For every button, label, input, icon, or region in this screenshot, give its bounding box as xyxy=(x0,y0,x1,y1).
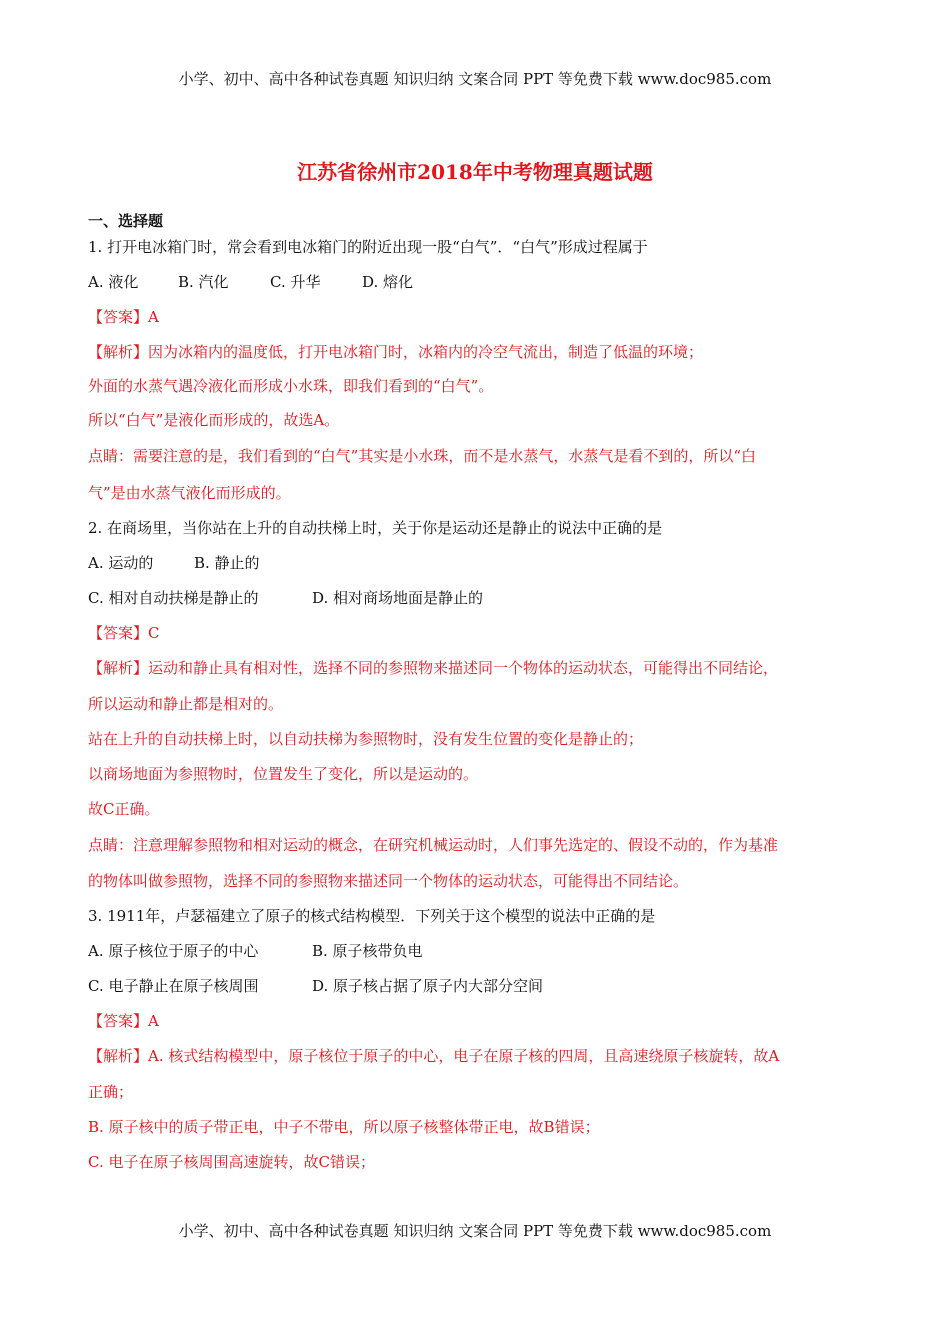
q2-analysis-line: 所以运动和静止都是相对的。 xyxy=(88,695,284,713)
q2-options-row1 xyxy=(88,552,868,587)
questions-content xyxy=(88,236,868,1186)
q2-analysis-line: 以商场地面为参照物时，位置发生了变化，所以是运动的。 xyxy=(88,765,479,783)
q3-options-row2 xyxy=(88,975,868,1010)
q1-note-line: 气”是由水蒸气液化而形成的。 xyxy=(88,484,291,502)
q1-option-a: A. 液化 xyxy=(88,273,139,291)
q2-stem: 2. 在商场里，当你站在上升的自动扶梯上时，关于你是运动还是静止的说法中正确的是 xyxy=(88,519,663,537)
q3-analysis-line: 【解析】A. 核式结构模型中，原子核位于原子的中心，电子在原子核的四周，且高速绕原子核旋转，故A xyxy=(88,1047,780,1065)
q1-note-line: 点睛：需要注意的是，我们看到的“白气”其实是小水珠，而不是水蒸气，水蒸气是看不到的，所以“白 xyxy=(88,447,757,465)
page-footer: 小学、初中、高中各种试卷真题 知识归纳 文案合同 PPT 等免费下载 www.doc985.com xyxy=(178,1222,772,1240)
q2-answer: 【答案】C xyxy=(88,624,160,642)
q3-analysis-line: C. 电子在原子核周围高速旋转，故C错误； xyxy=(88,1153,375,1171)
q1-option-c: C. 升华 xyxy=(270,273,321,291)
q2-analysis-line: 故C正确。 xyxy=(88,800,160,818)
q3-analysis-line: 正确； xyxy=(88,1083,134,1101)
q2-option-c: C. 相对自动扶梯是静止的 xyxy=(88,589,259,607)
q3-stem: 3. 1911年，卢瑟福建立了原子的核式结构模型．下列关于这个模型的说法中正确的是 xyxy=(88,907,656,925)
q2-note-line: 点睛：注意理解参照物和相对运动的概念，在研究机械运动时，人们事先选定的、假设不动的，作为基准 xyxy=(88,836,779,854)
q3-option-a: A. 原子核位于原子的中心 xyxy=(88,942,259,960)
q3-option-c: C. 电子静止在原子核周围 xyxy=(88,977,259,995)
q1-analysis-line: 外面的水蒸气遇冷液化而形成小水珠，即我们看到的“白气”。 xyxy=(88,377,494,395)
page-header: 小学、初中、高中各种试卷真题 知识归纳 文案合同 PPT 等免费下载 www.doc985.com xyxy=(178,70,772,88)
q1-option-d: D. 熔化 xyxy=(362,273,414,291)
q1-answer: 【答案】A xyxy=(88,308,159,326)
q3-answer: 【答案】A xyxy=(88,1012,159,1030)
q1-options xyxy=(88,271,868,306)
q2-option-d: D. 相对商场地面是静止的 xyxy=(312,589,484,607)
q1-stem: 1. 打开电冰箱门时，常会看到电冰箱门的附近出现一股“白气”．“白气”形成过程属于 xyxy=(88,238,648,256)
document-title: 江苏省徐州市2018年中考物理真题试题 xyxy=(297,160,653,184)
q2-analysis-line: 站在上升的自动扶梯上时，以自动扶梯为参照物时，没有发生位置的变化是静止的； xyxy=(88,730,644,748)
q2-option-a: A. 运动的 xyxy=(88,554,154,572)
q3-options-row1 xyxy=(88,940,868,975)
q2-option-b: B. 静止的 xyxy=(194,554,260,572)
q1-analysis-line: 【解析】因为冰箱内的温度低，打开电冰箱门时，冰箱内的冷空气流出，制造了低温的环境； xyxy=(88,343,704,361)
section-heading: 一、选择题 xyxy=(88,212,164,230)
q1-option-b: B. 汽化 xyxy=(178,273,229,291)
q2-analysis-line: 【解析】运动和静止具有相对性，选择不同的参照物来描述同一个物体的运动状态，可能得出不同结论， xyxy=(88,659,779,677)
q3-option-d: D. 原子核占据了原子内大部分空间 xyxy=(312,977,544,995)
q3-analysis-line: B. 原子核中的质子带正电，中子不带电，所以原子核整体带正电，故B错误； xyxy=(88,1118,600,1136)
q1-analysis-line: 所以“白气”是液化而形成的，故选A。 xyxy=(88,411,340,429)
q2-options-row2 xyxy=(88,587,868,622)
q2-note-line: 的物体叫做参照物，选择不同的参照物来描述同一个物体的运动状态，可能得出不同结论。 xyxy=(88,872,689,890)
q3-option-b: B. 原子核带负电 xyxy=(312,942,423,960)
